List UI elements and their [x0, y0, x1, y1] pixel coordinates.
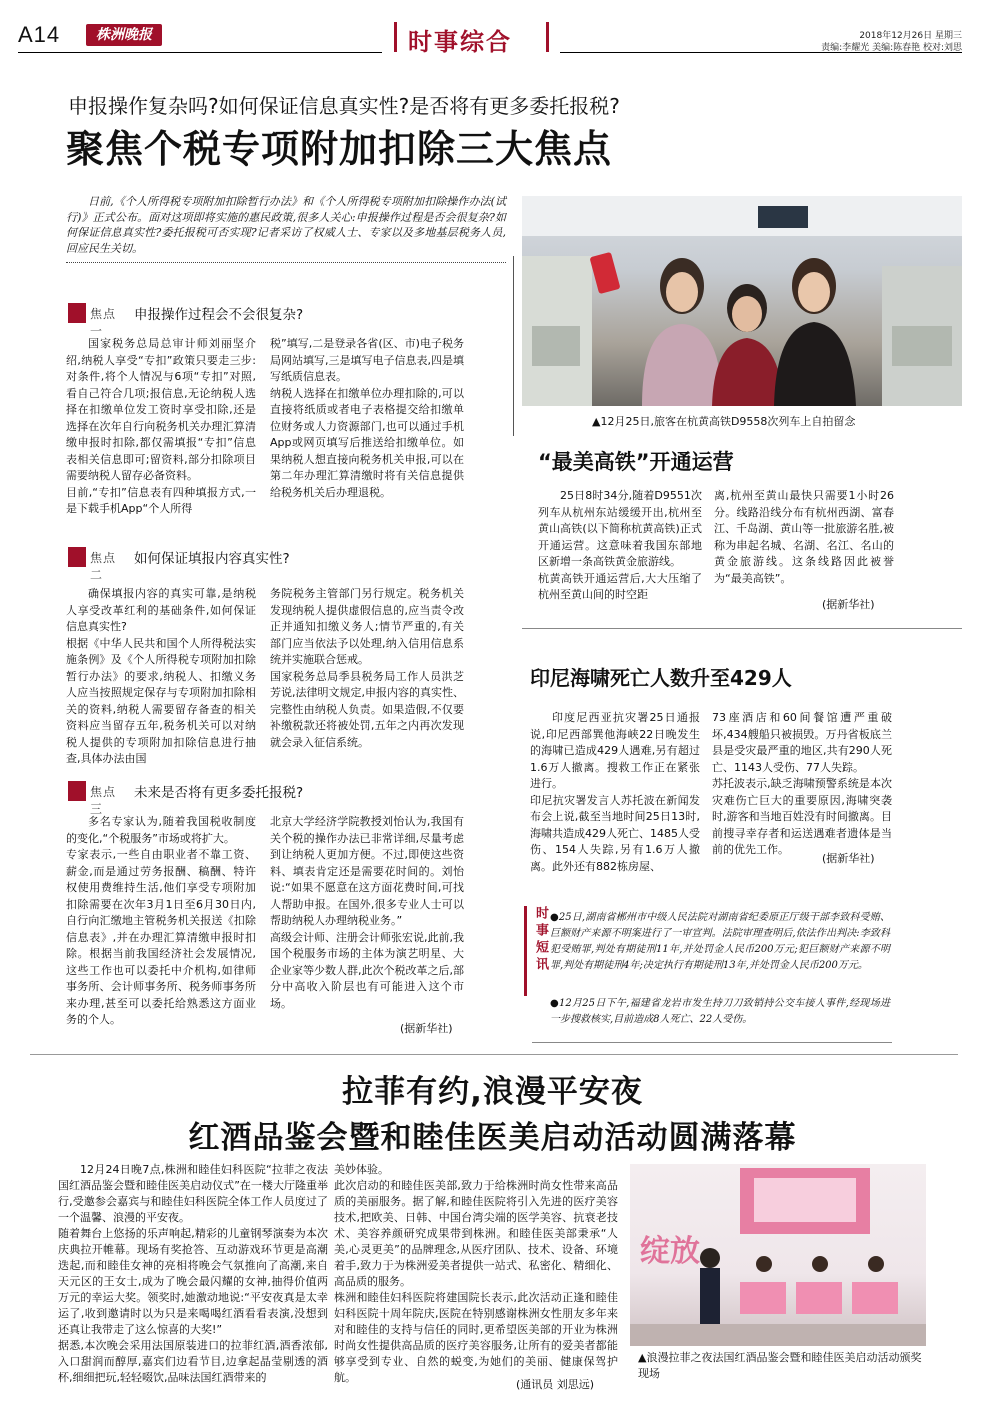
brief-label-box [524, 906, 546, 996]
header-date: 2018年12月26日 星期三 [859, 31, 962, 41]
focus1-tag: 焦点一 [68, 302, 128, 324]
tsunami-col-left [530, 710, 700, 873]
event-col2-text: 美妙体验。 此次启动的和睦佳医美部,致力于给株洲时尚女性带来高品质的美丽服务。据了解,和睦佳医院将引入先进的医疗美容技术,把欧美、日韩、中国台湾尖端的医学美容、抗衰老技术、美容养颜研究成果带到株洲。和睦佳医美部秉承“人美,心灵更美”的品牌理念,从医疗团队、技术、设备、环境着手,致力于为株洲爱美者提供一站式、私密化、精细化、高品质的服务。 株洲和睦佳妇科医院将建国院长表示,此次活动正逢和睦佳妇科医院十周年院庆,医院在特别感谢株洲女性朋友多年来对和睦佳的支持与信任的同时,更希望医美部的开业为株洲时尚女性提供高品质的医疗美容服务,让所有的爱美者都能够享受到专业、自然的蜕变,为她们的美丽、健康保驾护航。 [334, 1163, 618, 1384]
masthead-text: 株洲晚报 [96, 27, 152, 43]
tax-source: (据新华社) [400, 1022, 453, 1035]
event-source: (通讯员 刘思远) [516, 1378, 595, 1391]
event-col1-text: 12月24日晚7点,株洲和睦佳妇科医院“拉菲之夜法国红酒品鉴会暨和睦佳医美启动仪式”在一楼大厅隆重举行,受邀参会嘉宾与和睦佳妇科医院全体工作人员度过了一个温馨、浪漫的平安夜。 随着舞台上悠扬的乐声响起,精彩的儿童钢琴演奏为本次庆典拉开帷幕。现场有奖抢答、互动游戏环节更是高潮迭起,而和睦佳女神的亮相将晚会气氛推向了高潮,来自天元区的王女士,成为了晚会最闪耀的女神,抽得价值两万元的幸运大奖。领奖时,她激动地说:“平安夜真是太幸运了,收到邀请时以为只是来喝喝红酒看看表演,没想到还真让我带走了这么惊喜的大奖!” 据悉,本次晚会采用法国原装进口的拉菲红酒,酒香浓郁,入口甜润而醇厚,嘉宾们边看节目,边拿起晶莹剔透的酒杯,细细把玩,轻轻啜饮,品味法国红酒带来的 [58, 1163, 328, 1384]
focus2-left-text: 确保填报内容的真实可靠,是纳税人享受改革红利的基础条件,如何保证信息真实性? 根据《中华人民共和国个人所得税法实施条例》及《个人所得税专项附加扣除暂行办法》的要求,纳税人、扣缴义务人应当按照规定保存与专项附加扣除相关的资料,纳税人需要留存备查的相关资料应当留存五年,税务机关可以对纳税人提供的专项附加扣除信息进行抽查,具体办法由国 [66, 587, 256, 765]
focus2-title: 如何保证填报内容真实性? [134, 551, 290, 567]
focus1-col-left [66, 336, 256, 536]
rail-photo-caption: ▲12月25日,旅客在杭黄高铁D9558次列车上自拍留念 [592, 415, 856, 428]
section-title: 时事综合 [408, 28, 512, 56]
focus1-left-text: 国家税务总局总审计师刘丽坚介绍,纳税人享受“专扣”政策只要走三步:对条件,将个人情况与6项“专扣”对照,看自己符合几项;报信息,无论纳税人选择在扣缴单位发工资时享受扣除,还是选择在次年自行向税务机关办理汇算清缴申报时扣除,都仅需填报“专扣”信息表相关信息即可;留资料,部分扣除项目需要纳税人留存必备资料。 目前,“专扣”信息表有四种填报方式,一是下载手机App“个人所得 [66, 337, 256, 515]
tax-kicker: 申报操作复杂吗?如何保证信息真实性?是否将有更多委托报税? [68, 94, 620, 118]
header-editors: 责编:李耀光 美编:陈春艳 校对:刘思 [821, 43, 962, 53]
brief-item-1: ●25日,湖南省郴州市中级人民法院对湖南省纪委原正厅级干部李致科受贿、巨额财产来源不明案进行了一审宣判。法院审理查明后,依法作出判决:李致科犯受贿罪,判处有期徒刑11年,并处罚金人民币200万元;犯巨额财产来源不明罪,判处有期徒刑4年;决定执行有期徒刑13年,并处罚金人民币200万元。 [550, 912, 890, 971]
brief-item-2: ●12月25日下午,福建省龙岩市发生持刀刀致销持公交车接人事件,经现场进一步搜救核实,目前造成8人死亡、22人受伤。 [550, 998, 890, 1025]
rail-source: (据新华社) [822, 598, 875, 611]
focus2-tag: 焦点二 [68, 546, 128, 568]
header-rule-left [18, 52, 382, 53]
rail-left-text: 25日8时34分,随着D9551次列车从杭州东站缓缓开出,杭州至黄山高铁(以下简称杭黄高铁)正式开通运营。这意味着我国东部地区新增一条高铁黄金旅游线。 杭黄高铁开通运营后,大大压缩了杭州至黄山间的时空距 [538, 489, 702, 601]
tsunami-source: (据新华社) [822, 852, 875, 865]
tsunami-headline: 印尼海啸死亡人数升至429人 [530, 666, 792, 690]
rail-col-left [538, 488, 702, 614]
train-selfie-photo [522, 196, 962, 406]
focus3-heading [68, 780, 304, 816]
rail-bracket-left [513, 256, 514, 436]
rail-rule [522, 628, 962, 629]
focus3-col-left [66, 814, 256, 1036]
focus1-heading [68, 302, 304, 338]
focus2-col-right [270, 586, 464, 766]
tax-headline: 聚焦个税专项附加扣除三大焦点 [66, 127, 613, 171]
focus1-title: 申报操作过程会不会很复杂? [134, 307, 304, 323]
brief-rule [532, 1042, 892, 1043]
focus1-col-right [270, 336, 464, 536]
event-photo-caption: ▲浪漫拉菲之夜法国红酒品鉴会暨和睦佳医美启动活动颁奖现场 [638, 1351, 922, 1380]
focus3-title: 未来是否将有更多委托报税? [134, 785, 304, 801]
focus1-right-text: 税”填写,二是登录各省(区、市)电子税务局网站填写,三是填写电子信息表,四是填写纸质信息表。 纳税人选择在扣缴单位办理扣除的,可以直接将纸质或者电子表格提交给扣缴单位财务或人力资源部门,也可以通过手机App或网页填写后推送给扣缴单位。如果纳税人想直接向税务机关申报,可以在第二年办理汇算清缴时将有关信息提供给税务机关后办理退税。 [270, 337, 464, 499]
focus3-tag: 焦点三 [68, 780, 128, 802]
event-banner-text: 绽放 [640, 1234, 700, 1269]
tax-lead: 日前,《个人所得税专项附加扣除暂行办法》和《个人所得税专项附加扣除操作办法(试行)》正式公布。面对这项即将实施的惠民政策,很多人关心:申报操作过程是否会很复杂?如何保证信息真实性?委托报税可否实现?记者采访了权威人士、专家以及多地基层税务人员,回应民生关切。 [66, 195, 506, 255]
focus3-left-text: 多名专家认为,随着我国税收制度的变化,“个税服务”市场或将扩大。 专家表示,一些自由职业者不靠工资、薪金,而是通过劳务报酬、稿酬、特许权使用费维持生活,他们享受专项附加扣除需要在次年3月1日至6月30日内,自行向汇缴地主管税务机关报送《扣除信息表》,并在办理汇算清缴申报时扣除。根据当前我国经济社会发展情况,这些工作也可以委托中介机构,如律师事务所、会计师事务所、税务师事务所来办理,甚至可以委托给熟悉这方面业务的个人。 [66, 815, 256, 1026]
event-headline-1: 拉菲有约,浪漫平安夜 [342, 1074, 643, 1110]
tsunami-left-text: 印度尼西亚抗灾署25日通报说,印尼西部巽他海峡22日晚发生的海啸已造成429人遇难,另有超过1.6万人撤离。搜救工作正在紧张进行。 印尼抗灾署发言人苏托波在新闻发布会上说,截至当地时间25日13时,海啸共造成429人死亡、1485人受伤、154人失踪,另有1.6万人撤离。此外还有882栋房屋、 [530, 711, 700, 873]
rail-headline: “最美高铁”开通运营 [538, 450, 734, 474]
tsunami-right-text: 73座酒店和60间餐馆遭严重破坏,434艘船只被损毁。万丹省板底兰县是受灾最严重的地区,共有290人死亡、1143人受伤、77人失踪。 苏托波表示,缺乏海啸预警系统是本次灾难伤亡巨大的重要原因,海啸突袭时,游客和当地百姓没有时间撤离。目前搜寻幸存者和运送遇难者遗体是当前的优先工作。 [712, 711, 892, 856]
event-photo [630, 1164, 926, 1346]
focus2-col-left [66, 586, 256, 766]
focus2-right-text: 务院税务主管部门另行规定。税务机关发现纳税人提供虚假信息的,应当责令改正并通知扣缴义务人;情节严重的,有关部门应当依法予以处理,纳入信用信息系统并实施联合惩戒。 国家税务总局季县税务局工作人员洪芝芳说,法律明文规定,申报内容的真实性、完整性由纳税人负责。如果造假,不仅要补缴税款还将被处罚,五年之内再次发现就会录入征信系统。 [270, 587, 464, 749]
rail-right-text: 离,杭州至黄山最快只需要1小时26分。线路沿线分布有杭州西湖、富春江、千岛湖、黄山等一批旅游名胜,被称为串起名城、名湖、名江、名山的黄金旅游线。这条线路因此被誉为“最美高铁”。 [714, 489, 894, 585]
focus3-col-right [270, 814, 464, 1022]
section-bar-left [394, 22, 397, 52]
focus2-heading [68, 546, 290, 582]
tsunami-col-right [712, 710, 892, 860]
section-divider [30, 1054, 958, 1055]
brief-label: 时事短讯 [533, 906, 548, 974]
train-photo-illustration [522, 196, 962, 406]
rail-col-right [714, 488, 894, 598]
focus3-right-text: 北京大学经济学院教授刘怡认为,我国有关个税的操作办法已非常详细,尽量考虑到让纳税人更加方便。不过,即使这些资料、填表肯定还是需要花时间的。刘怡说:“如果不愿意在这方面花费时间,可找人帮助申报。在国外,很多专业人士可以帮助纳税人办理纳税业务。” 高级会计师、注册会计师张宏说,此前,我国个税服务市场的主体为演艺明星、大企业家等少数人群,此次个税改革之后,部分中高收入阶层也有可能进入这个市场。 [270, 815, 464, 1010]
page-number: A14 [18, 22, 61, 47]
event-headline-2: 红酒品鉴会暨和睦佳医美启动活动圆满落幕 [188, 1120, 797, 1156]
event-col-1 [58, 1162, 328, 1394]
section-bar-right [546, 22, 549, 52]
event-col-2 [334, 1162, 618, 1394]
lead-dotted-rule [66, 262, 506, 263]
masthead-logo [86, 24, 162, 46]
